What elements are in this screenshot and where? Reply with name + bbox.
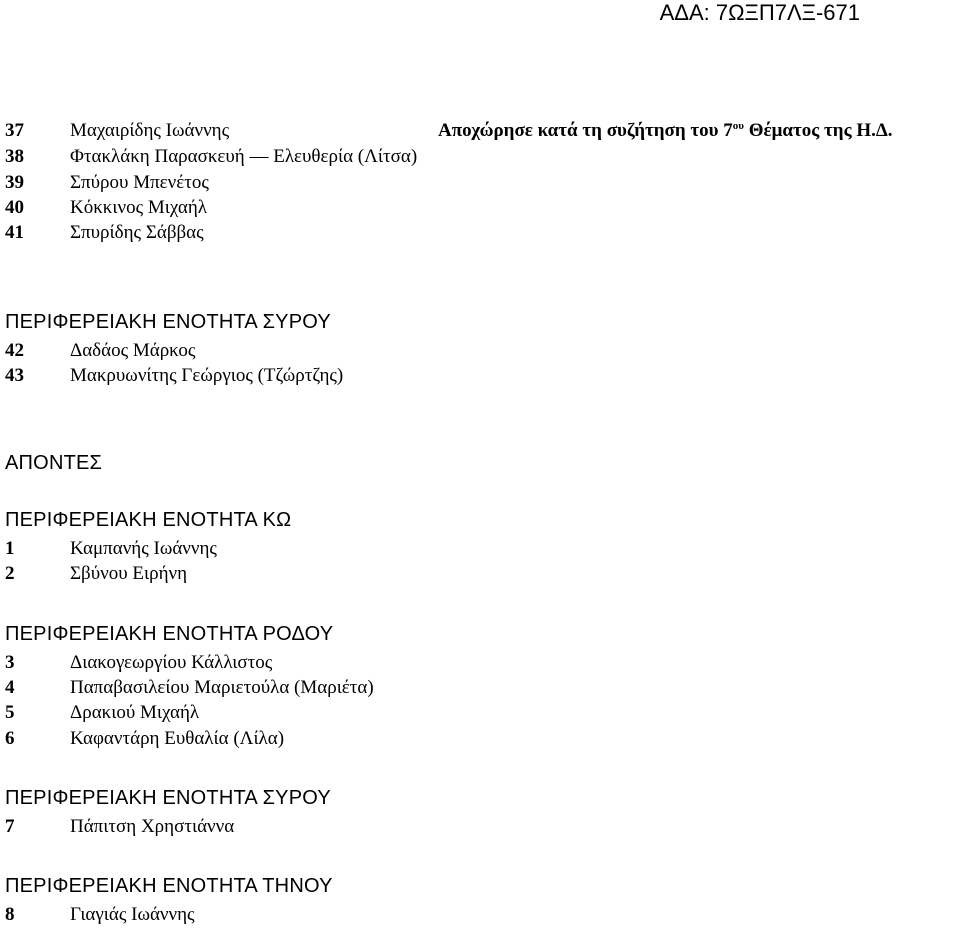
member-name: Πάπιτση Χρηστιάννα <box>70 816 235 837</box>
member-number: 37 <box>5 120 24 141</box>
section-heading-tinos: ΠΕΡΙΦΕΡΕΙΑΚΗ ΕΝΟΤΗΤΑ ΤΗΝΟΥ <box>5 875 333 897</box>
member-number: 8 <box>5 904 15 925</box>
absent-title: ΑΠΟΝΤΕΣ <box>5 452 103 474</box>
member-number: 4 <box>5 677 15 698</box>
member-number: 40 <box>5 197 24 218</box>
section-heading-kos: ΠΕΡΙΦΕΡΕΙΑΚΗ ΕΝΟΤΗΤΑ ΚΩ <box>5 509 292 531</box>
member-number: 42 <box>5 340 24 361</box>
member-number: 3 <box>5 652 15 673</box>
member-number: 39 <box>5 172 24 193</box>
member-number: 6 <box>5 728 15 749</box>
member-number: 2 <box>5 563 15 584</box>
departure-note: Αποχώρησε κατά τη συζήτηση του $7^{o\upsilon}$ Θέματος της Η.Δ. <box>438 120 893 141</box>
member-number: 38 <box>5 146 24 167</box>
member-name: Φτακλάκη Παρασκευή — Ελευθερία (Λίτσα) <box>70 146 418 167</box>
member-number: 41 <box>5 222 24 243</box>
member-name: Σπυρίδης Σάββας <box>70 222 204 243</box>
member-number: 1 <box>5 538 15 559</box>
member-name: Γιαγιάς Ιωάννης <box>70 904 195 925</box>
section-heading-syros: ΠΕΡΙΦΕΡΕΙΑΚΗ ΕΝΟΤΗΤΑ ΣΥΡΟΥ <box>5 311 331 333</box>
section-heading-syros-absent: ΠΕΡΙΦΕΡΕΙΑΚΗ ΕΝΟΤΗΤΑ ΣΥΡΟΥ <box>5 787 331 809</box>
section-heading-rodos: ΠΕΡΙΦΕΡΕΙΑΚΗ ΕΝΟΤΗΤΑ ΡΟΔΟΥ <box>5 623 334 645</box>
member-name: Καφαντάρη Ευθαλία (Λίλα) <box>70 728 285 749</box>
member-number: 5 <box>5 702 15 723</box>
member-name: Κόκκινος Μιχαήλ <box>70 197 207 218</box>
member-name: Καμπανής Ιωάννης <box>70 538 217 559</box>
member-name: Σβύνου Ειρήνη <box>70 563 188 584</box>
member-name: Μακρυωνίτης Γεώργιος (Τζώρτζης) <box>70 365 344 386</box>
member-name: Δρακιού Μιχαήλ <box>70 702 200 723</box>
document-id: ΑΔΑ: 7ΩΞΠ7ΛΞ-671 <box>659 0 860 25</box>
member-number: 43 <box>5 365 24 386</box>
member-name: Δαδάος Μάρκος <box>70 340 196 361</box>
member-name: Παπαβασιλείου Μαριετούλα (Μαριέτα) <box>70 677 374 698</box>
member-name: Σπύρου Μπενέτος <box>70 172 209 193</box>
member-name: Μαχαιρίδης Ιωάννης <box>70 120 230 141</box>
member-name: Διακογεωργίου Κάλλιστος <box>70 652 273 673</box>
member-number: 7 <box>5 816 15 837</box>
